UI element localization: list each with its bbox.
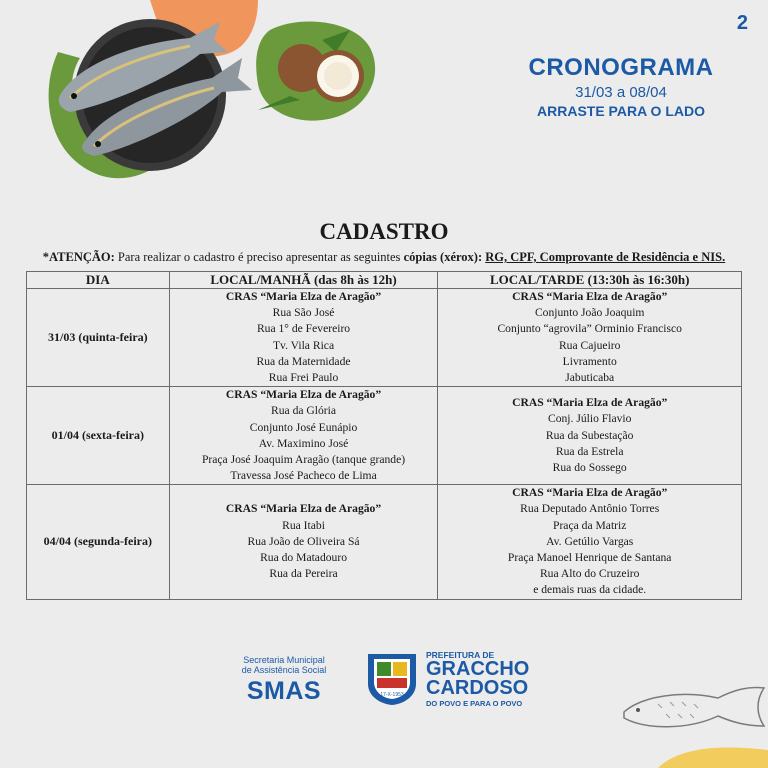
smas-acronym: SMAS bbox=[246, 677, 322, 705]
list-item: Travessa José Pacheco de Lima bbox=[230, 469, 377, 483]
notice-text: Para realizar o cadastro é preciso apresentar as seguintes bbox=[117, 250, 401, 264]
list-item: Rua Alto do Cruzeiro bbox=[539, 567, 640, 581]
header-illustration bbox=[0, 0, 400, 190]
day-cell: 31/03 (quinta-feira) bbox=[27, 289, 170, 387]
list-item: Rua 1° de Fevereiro bbox=[256, 322, 351, 336]
list-item: Conjunto João Joaquim bbox=[534, 306, 645, 320]
header-block bbox=[506, 54, 736, 119]
date-range: 31/03 a 08/04 bbox=[575, 84, 667, 101]
list-item: Rua Deputado Antônio Torres bbox=[520, 502, 660, 516]
crest-text: 17-X-1953 bbox=[380, 692, 404, 698]
list-item: Conjunto “agrovila” Orminio Francisco bbox=[497, 322, 682, 336]
list-item: Rua Cajueiro bbox=[558, 338, 621, 352]
prefeitura-logo bbox=[426, 650, 529, 708]
page-title: CRONOGRAMA bbox=[528, 54, 714, 81]
pref-name-2: CARDOSO bbox=[426, 677, 529, 699]
table-header-row bbox=[27, 272, 742, 289]
smas-subtitle-2: de Assistência Social bbox=[241, 665, 327, 675]
list-item: Av. Getúlio Vargas bbox=[546, 534, 634, 548]
smas-subtitle-1: Secretaria Municipal bbox=[243, 655, 325, 665]
morning-cell bbox=[169, 387, 438, 485]
section-title: CADASTRO bbox=[319, 219, 449, 244]
fish-outline-illustration bbox=[618, 678, 768, 768]
list-item: Praça José Joaquim Aragão (tanque grande) bbox=[201, 452, 406, 466]
afternoon-cell bbox=[438, 289, 742, 387]
list-item: Rua João de Oliveira Sá bbox=[247, 534, 360, 548]
list-item: Conj. Júlio Flavio bbox=[547, 412, 632, 426]
list-item: CRAS “Maria Elza de Aragão” bbox=[512, 290, 668, 303]
list-item: Rua do Matadouro bbox=[260, 551, 347, 564]
table-row bbox=[27, 387, 742, 485]
table-row bbox=[27, 485, 742, 599]
notice-label: *ATENÇÃO: bbox=[42, 250, 115, 264]
coconut-illustration bbox=[256, 21, 375, 120]
list-item: Rua da Pereira bbox=[269, 567, 338, 581]
list-item: Praça da Matriz bbox=[553, 518, 627, 532]
list-item: CRAS “Maria Elza de Aragão” bbox=[225, 502, 382, 516]
list-item: Rua Itabi bbox=[282, 518, 325, 532]
city-crest-icon bbox=[364, 652, 420, 706]
pref-name-1: GRACCHO bbox=[426, 658, 530, 680]
list-item: CRAS “Maria Elza de Aragão” bbox=[225, 388, 382, 402]
header-afternoon: LOCAL/TARDE (13:30h às 16:30h) bbox=[438, 272, 742, 289]
notice-documents: RG, CPF, Comprovante de Residência e NIS. bbox=[485, 250, 726, 264]
list-item: Livramento bbox=[562, 354, 617, 368]
header-day: DIA bbox=[27, 272, 170, 289]
list-item: Rua Frei Paulo bbox=[268, 370, 339, 384]
list-item: Tv. Vila Rica bbox=[272, 338, 335, 352]
list-item: CRAS “Maria Elza de Aragão” bbox=[225, 290, 382, 303]
swipe-hint: ARRASTE PARA O LADO bbox=[537, 103, 705, 119]
list-item: Rua da Maternidade bbox=[256, 354, 351, 368]
page-number: 2 bbox=[736, 12, 748, 34]
list-item: Rua da Subestação bbox=[545, 428, 634, 442]
day-cell: 01/04 (sexta-feira) bbox=[27, 387, 170, 485]
morning-cell bbox=[169, 289, 438, 387]
pref-top: PREFEITURA DE bbox=[426, 650, 495, 660]
list-item: Jabuticaba bbox=[565, 370, 615, 384]
list-item: Praça Manoel Henrique de Santana bbox=[507, 551, 672, 564]
notice bbox=[0, 250, 768, 265]
morning-cell bbox=[169, 485, 438, 599]
list-item: CRAS “Maria Elza de Aragão” bbox=[512, 396, 668, 410]
smas-logo bbox=[238, 655, 330, 706]
pref-slogan: DO POVO E PARA O POVO bbox=[426, 699, 523, 708]
list-item: e demais ruas da cidade. bbox=[533, 583, 647, 597]
list-item: Rua do Sossego bbox=[552, 460, 627, 474]
afternoon-cell bbox=[438, 387, 742, 485]
schedule-table bbox=[26, 271, 742, 600]
list-item: Conjunto José Eunápio bbox=[249, 420, 358, 434]
list-item: Av. Maximino José bbox=[258, 436, 349, 450]
list-item: Rua São José bbox=[272, 306, 335, 320]
day-cell: 04/04 (segunda-feira) bbox=[27, 485, 170, 599]
afternoon-cell bbox=[438, 485, 742, 599]
notice-emphasis: cópias (xérox): bbox=[403, 250, 483, 264]
list-item: Rua da Glória bbox=[271, 404, 337, 418]
list-item: CRAS “Maria Elza de Aragão” bbox=[512, 486, 668, 500]
header-morning: LOCAL/MANHÃ (das 8h às 12h) bbox=[169, 272, 438, 289]
list-item: Rua da Estrela bbox=[555, 444, 624, 458]
table-row bbox=[27, 289, 742, 387]
